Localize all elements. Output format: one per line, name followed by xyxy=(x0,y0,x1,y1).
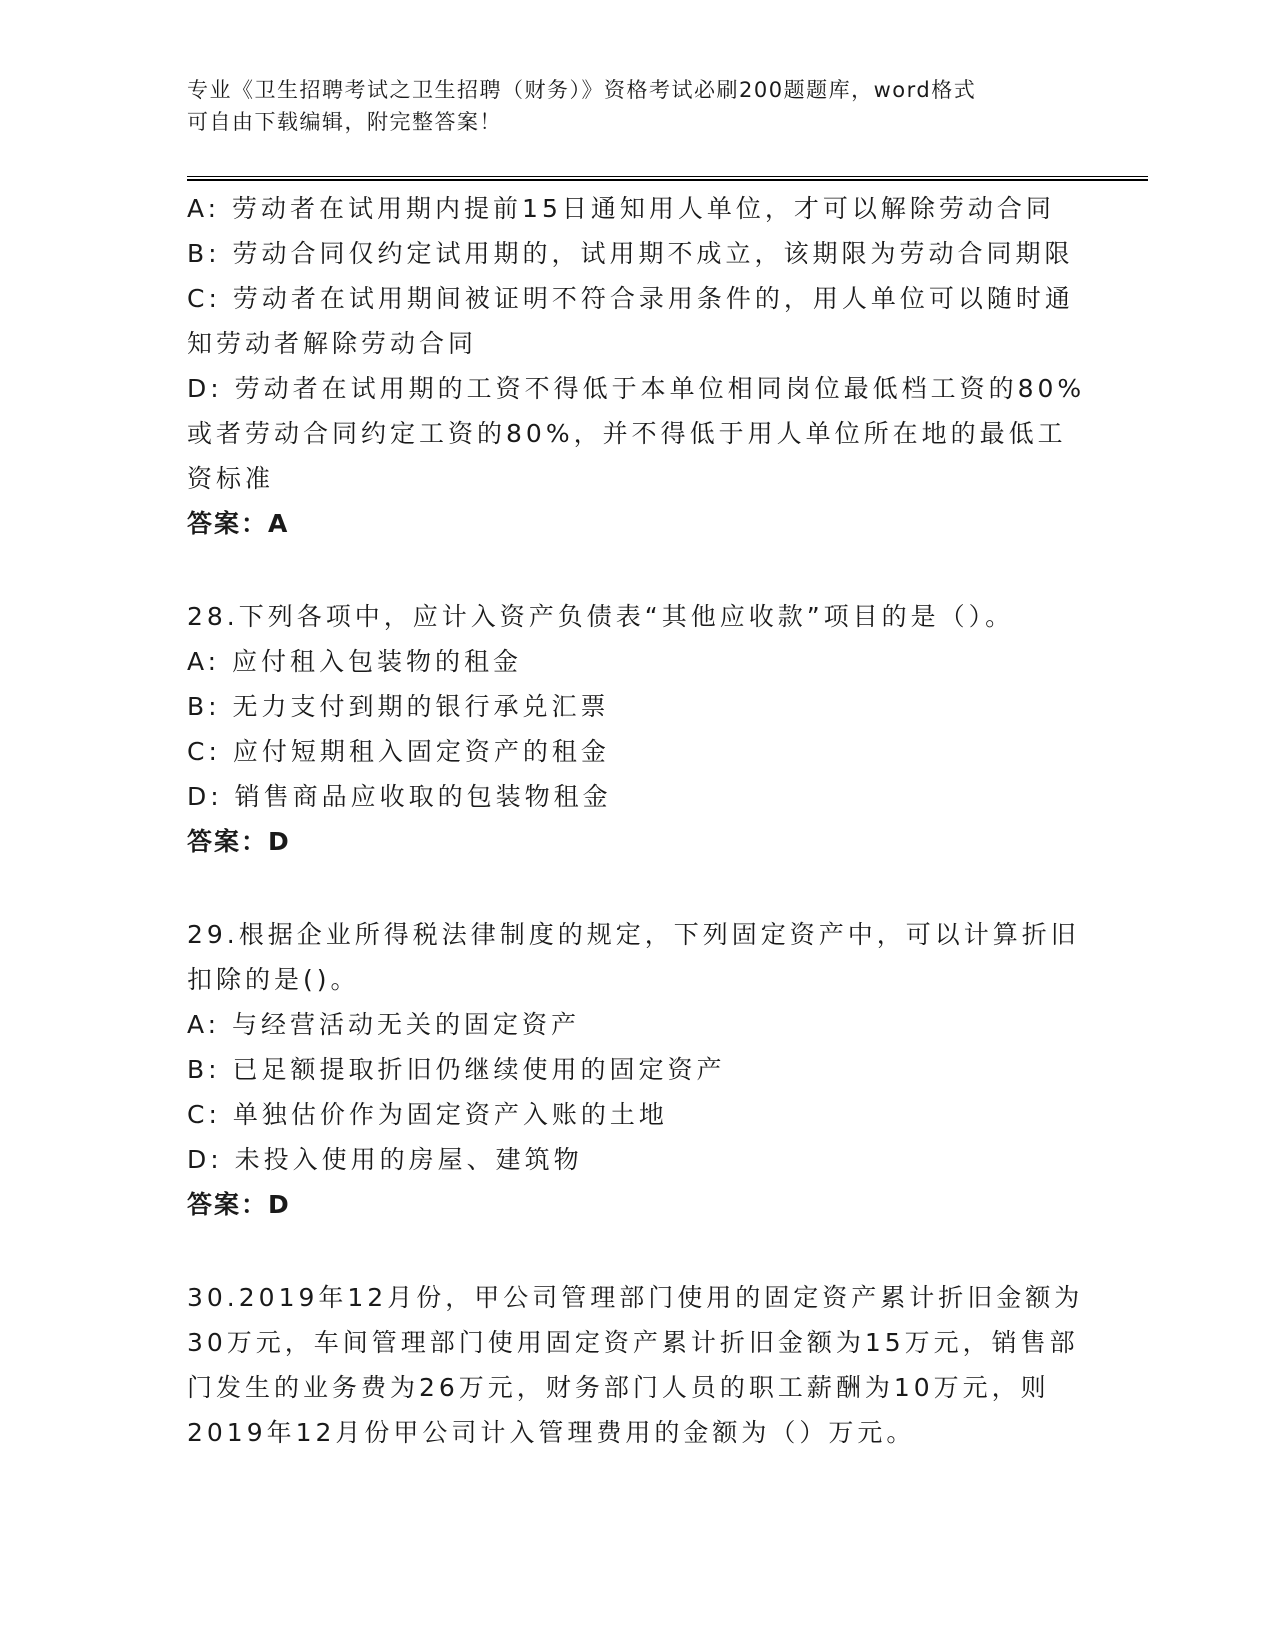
question-28 xyxy=(187,594,1087,864)
option-a: A: 与经营活动无关的固定资产 xyxy=(187,1010,581,1039)
option-c: C: 应付短期租入固定资产的租金 xyxy=(187,737,610,766)
option-b: B: 已足额提取折旧仍继续使用的固定资产 xyxy=(187,1055,726,1084)
answer: 答案：D xyxy=(187,827,291,856)
question-stem-continued-3: 2019年12月份甲公司计入管理费用的金额为（）万元。 xyxy=(187,1418,916,1447)
question-stem-continued: 30万元，车间管理部门使用固定资产累计折旧金额为15万元，销售部 xyxy=(187,1328,1079,1357)
option-d: D: 未投入使用的房屋、建筑物 xyxy=(187,1145,583,1174)
option-c-continued: 知劳动者解除劳动合同 xyxy=(187,329,478,358)
header-line-1: 专业《卫生招聘考试之卫生招聘（财务）》资格考试必刷200题题库，word格式 xyxy=(187,78,977,102)
document-body xyxy=(187,186,1087,1455)
option-a: A: 劳动者在试用期内提前15日通知用人单位，才可以解除劳动合同 xyxy=(187,194,1055,223)
question-stem-continued-2: 门发生的业务费为26万元，财务部门人员的职工薪酬为10万元，则 xyxy=(187,1373,1050,1402)
question-27-options xyxy=(187,186,1087,546)
option-a: A: 应付租入包装物的租金 xyxy=(187,647,523,676)
option-d-continued: 或者劳动合同约定工资的80%，并不得低于用人单位所在地的最低工 xyxy=(187,419,1067,448)
answer: 答案：A xyxy=(187,509,290,538)
question-stem: 30.2019年12月份，甲公司管理部门使用的固定资产累计折旧金额为 xyxy=(187,1283,1084,1312)
option-d: D: 劳动者在试用期的工资不得低于本单位相同岗位最低档工资的80% xyxy=(187,374,1086,403)
option-b: B: 无力支付到期的银行承兑汇票 xyxy=(187,692,610,721)
spacer xyxy=(187,546,1087,594)
question-stem-continued: 扣除的是()。 xyxy=(187,965,360,994)
answer: 答案：D xyxy=(187,1190,291,1219)
page-header xyxy=(187,74,1087,138)
option-b: B: 劳动合同仅约定试用期的，试用期不成立，该期限为劳动合同期限 xyxy=(187,239,1074,268)
question-29 xyxy=(187,912,1087,1227)
option-d-continued-2: 资标准 xyxy=(187,464,275,493)
spacer xyxy=(187,1227,1087,1275)
header-line-2: 可自由下载编辑，附完整答案！ xyxy=(187,110,502,134)
option-d: D: 销售商品应收取的包装物租金 xyxy=(187,782,612,811)
question-30 xyxy=(187,1275,1087,1455)
option-c: C: 劳动者在试用期间被证明不符合录用条件的，用人单位可以随时通 xyxy=(187,284,1074,313)
option-c: C: 单独估价作为固定资产入账的土地 xyxy=(187,1100,668,1129)
spacer xyxy=(187,864,1087,912)
question-stem: 29.根据企业所得税法律制度的规定，下列固定资产中，可以计算折旧 xyxy=(187,920,1080,949)
header-divider xyxy=(187,176,1148,181)
question-stem: 28.下列各项中，应计入资产负债表“其他应收款”项目的是（）。 xyxy=(187,602,1015,631)
